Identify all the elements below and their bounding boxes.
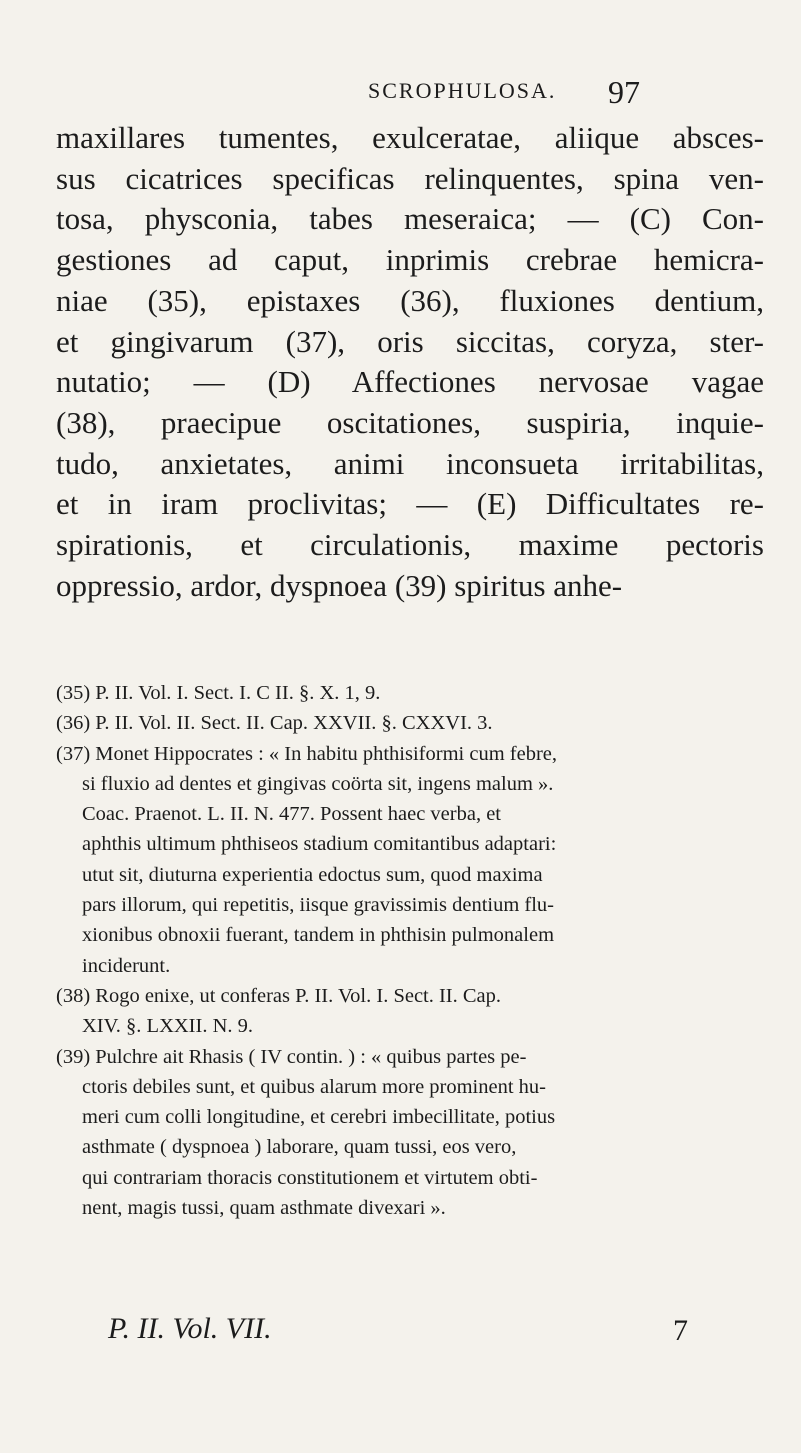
footnote-line: meri cum colli longitudine, et cerebri imbecillitate, potius bbox=[82, 1106, 556, 1129]
text-line: et gingivarum (37), oris siccitas, coryza, ster- bbox=[56, 323, 764, 359]
footnote-line: utut sit, diuturna experientia edoctus sum, quod maxima bbox=[82, 863, 543, 886]
footnote-36 bbox=[56, 708, 764, 738]
footnote-line: (39) Pulchre ait Rhasis ( IV contin. ) : « quibus partes pe- bbox=[56, 1045, 527, 1068]
text-line: gestiones ad caput, inprimis crebrae hemicra- bbox=[56, 242, 764, 278]
text-line: spirationis, et circulationis, maxime pectoris bbox=[56, 527, 764, 563]
footnote-38 bbox=[56, 981, 764, 1042]
footnotes bbox=[56, 678, 764, 1223]
footnote-line: (35) P. II. Vol. I. Sect. I. C II. §. X. 1, 9. bbox=[56, 682, 381, 704]
text-line: (38), praecipue oscitationes, suspiria, inquie- bbox=[56, 404, 764, 440]
footnote-line: inciderunt. bbox=[82, 954, 171, 977]
text-line: niae (35), epistaxes (36), fluxiones dentium, bbox=[56, 282, 764, 318]
footnote-line: asthmate ( dyspnoea ) laborare, quam tussi, eos vero, bbox=[82, 1136, 517, 1159]
signature-number: 7 bbox=[673, 1314, 688, 1347]
text-line: tosa, physconia, tabes meseraica; — (C) Con- bbox=[56, 201, 764, 237]
footnote-line: XIV. §. LXXII. N. 9. bbox=[82, 1015, 254, 1038]
footnote-line: (37) Monet Hippocrates : « In habitu phthisiformi cum febre, bbox=[56, 742, 557, 765]
page-number: 97 bbox=[608, 74, 640, 110]
footnote-line: (36) P. II. Vol. II. Sect. II. Cap. XXVII. §. CXXVI. 3. bbox=[56, 712, 493, 735]
footnote-line: (38) Rogo enixe, ut conferas P. II. Vol. I. Sect. II. Cap. bbox=[56, 984, 502, 1007]
text-line: maxillares tumentes, exulceratae, aliique absces- bbox=[56, 120, 764, 155]
text-line: oppressio, ardor, dyspnoea (39) spiritus anhe- bbox=[56, 567, 623, 603]
text-line: nutatio; — (D) Affectiones nervosae vagae bbox=[56, 364, 764, 400]
footnote-line: pars illorum, qui repetitis, iisque gravissimis dentium flu- bbox=[82, 894, 555, 917]
running-head: SCROPHULOSA. bbox=[368, 78, 557, 103]
text-line: sus cicatrices specificas relinquentes, spina ven- bbox=[56, 160, 764, 196]
page-header bbox=[0, 74, 801, 118]
footnote-line: qui contrariam thoracis constitutionem et virtutem obti- bbox=[82, 1166, 538, 1189]
footnote-line: si fluxio ad dentes et gingivas coörta sit, ingens malum ». bbox=[82, 772, 554, 795]
footnote-line: Coac. Praenot. L. II. N. 477. Possent haec verba, et bbox=[82, 803, 501, 826]
footnote-line: ctoris debiles sunt, et quibus alarum more prominent hu- bbox=[82, 1075, 547, 1098]
footnote-39 bbox=[56, 1042, 764, 1224]
text-line: et in iram proclivitas; — (E) Difficultates re- bbox=[56, 486, 764, 522]
main-text bbox=[56, 118, 764, 606]
footnote-line: aphthis ultimum phthiseos stadium comitantibus adaptari: bbox=[82, 833, 557, 856]
text-line: tudo, anxietates, animi inconsueta irritabilitas, bbox=[56, 445, 764, 481]
signature-line bbox=[108, 1312, 708, 1352]
footnote-line: xionibus obnoxii fuerant, tandem in phthisin pulmonalem bbox=[82, 924, 555, 947]
signature-mark: P. II. Vol. VII. bbox=[108, 1312, 272, 1345]
footnote-37 bbox=[56, 739, 764, 981]
footnote-line: nent, magis tussi, quam asthmate divexari ». bbox=[82, 1197, 446, 1220]
footnote-35 bbox=[56, 678, 764, 708]
